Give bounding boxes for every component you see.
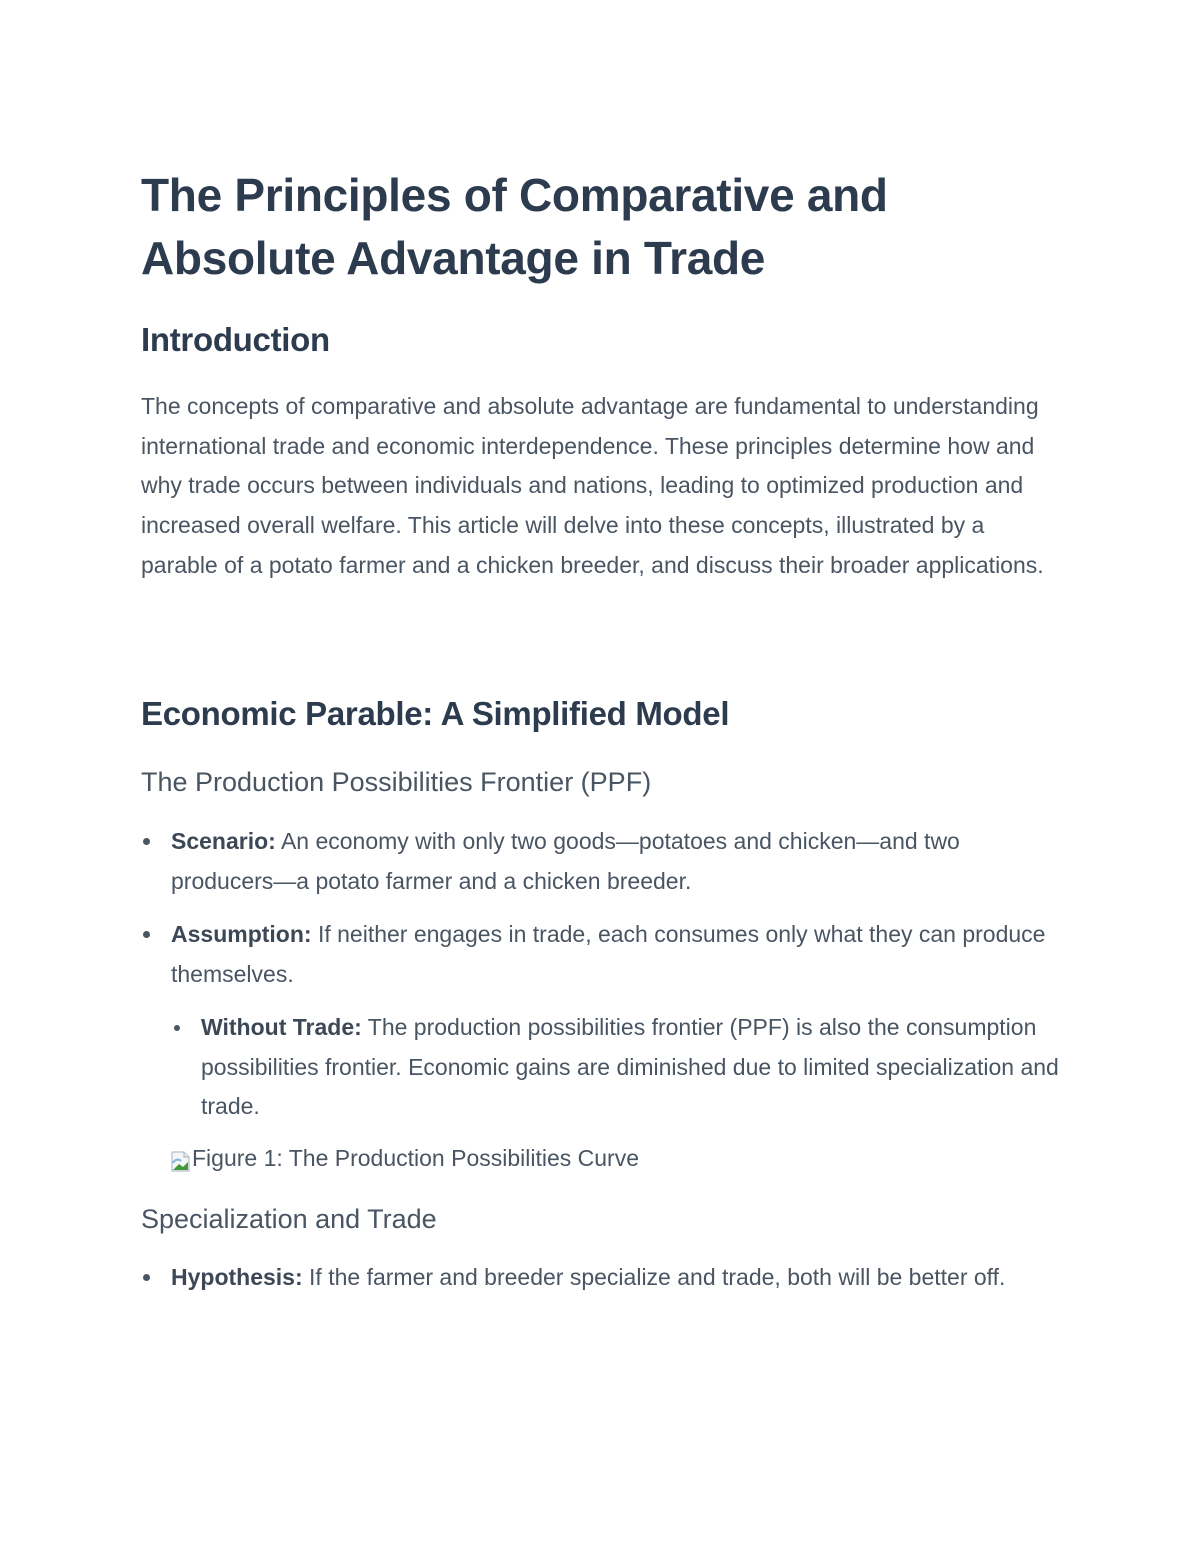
broken-image-icon xyxy=(171,1147,191,1169)
subsection-heading-specialization: Specialization and Trade xyxy=(141,1204,437,1234)
bullet-icon xyxy=(174,1025,180,1031)
list-item-label: Without Trade xyxy=(201,1014,355,1040)
list-item-text: The production possibilities frontier (PPF) is also the consumption possibilities frontier. Economic gains are diminished due to limited specialization and trade. xyxy=(201,1014,1059,1120)
list-item-label: Hypothesis xyxy=(171,1264,295,1290)
introduction-paragraph: The concepts of comparative and absolute advantage are fundamental to understanding international trade and economic interdependence. These principles determine how and why trade occurs between individuals and nations, leading to optimized production and increased overall welfare. This article will delve into these concepts, illustrated by a parable of a potato farmer and a chicken breeder, and discuss their broader applications. xyxy=(141,393,1044,578)
document-title: The Principles of Comparative and Absolute Advantage in Trade xyxy=(141,169,888,284)
bullet-icon xyxy=(143,838,150,845)
list-item-separator: : xyxy=(294,1264,303,1290)
list-item-without-trade xyxy=(171,1008,1071,1127)
ppf-bullet-list xyxy=(141,822,1066,995)
list-item-text: If the farmer and breeder specialize and trade, both will be better off. xyxy=(302,1264,1006,1290)
figure-1 xyxy=(171,1140,639,1176)
bullet-icon xyxy=(143,931,150,938)
specialization-bullet-list xyxy=(141,1258,1066,1298)
section-heading-introduction: Introduction xyxy=(141,321,330,358)
list-item-assumption xyxy=(141,915,1066,994)
list-item-label: Assumption xyxy=(171,921,304,948)
list-item-separator: : xyxy=(268,828,276,854)
figure-alt-text: Figure 1: The Production Possibilities Curve xyxy=(192,1145,640,1171)
list-item-separator: : xyxy=(354,1014,362,1040)
list-item-text: If neither engages in trade, each consumes only what they can produce themselves. xyxy=(171,921,1046,988)
bullet-icon xyxy=(143,1274,150,1281)
list-item-text: An economy with only two goods—potatoes and chicken—and two producers—a potato farmer and a chicken breeder. xyxy=(171,828,960,894)
list-item-hypothesis xyxy=(141,1258,1066,1298)
ppf-nested-list xyxy=(171,1008,1071,1127)
list-item-scenario xyxy=(141,822,1066,901)
subsection-heading-ppf: The Production Possibilities Frontier (PPF) xyxy=(141,767,652,797)
list-item-label: Scenario xyxy=(171,828,269,854)
list-item-separator: : xyxy=(303,921,312,948)
section-heading-economic-parable: Economic Parable: A Simplified Model xyxy=(141,695,730,732)
